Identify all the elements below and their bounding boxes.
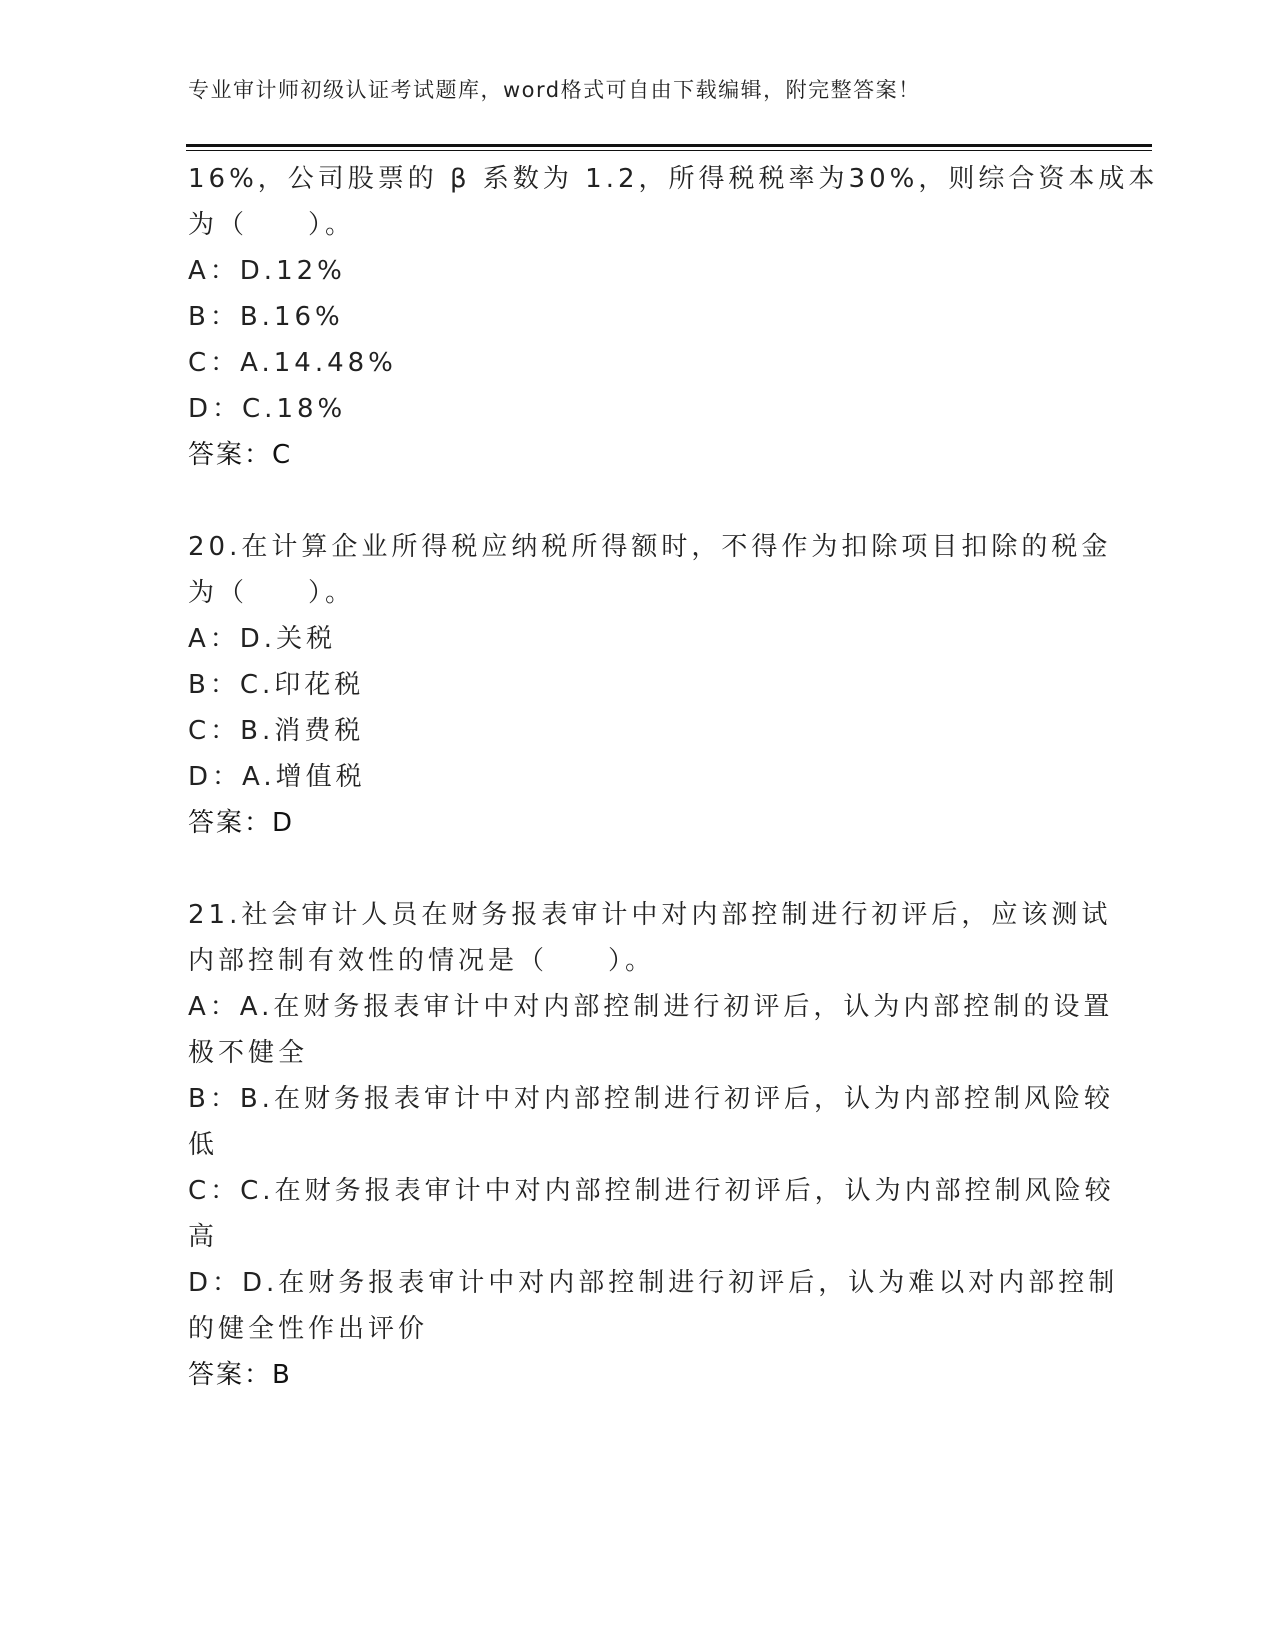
option-c: C：C.在财务报表审计中对内部控制进行初评后，认为内部控制风险较: [188, 1176, 1115, 1206]
question-text-line: 20.在计算企业所得税应纳税所得额时，不得作为扣除项目扣除的税金: [188, 532, 1112, 562]
answer-line: 答案：C: [188, 440, 293, 470]
question-text-line: 16%，公司股票的 β 系数为 1.2，所得税税率为30%，则综合资本成本: [188, 164, 1159, 194]
option-c-continued: 高: [188, 1222, 219, 1252]
option-d: D：C.18%: [188, 394, 347, 424]
page-header: 专业审计师初级认证考试题库，word格式可自由下载编辑，附完整答案！: [188, 78, 921, 102]
answer-line: 答案：B: [188, 1360, 292, 1390]
option-d: D：A.增值税: [188, 762, 366, 792]
option-a: A：D.12%: [188, 256, 346, 286]
option-a-continued: 极不健全: [188, 1038, 309, 1068]
question-text-line: 内部控制有效性的情况是（ ）。: [188, 946, 656, 976]
option-c: C：B.消费税: [188, 716, 365, 746]
option-a: A：D.关税: [188, 624, 337, 654]
header-rule-thick: [186, 144, 1152, 147]
question-block: [188, 156, 1159, 478]
option-c: C：A.14.48%: [188, 348, 397, 378]
option-b: B：C.印花税: [188, 670, 365, 700]
option-a: A：A.在财务报表审计中对内部控制进行初评后，认为内部控制的设置: [188, 992, 1114, 1022]
option-b-continued: 低: [188, 1130, 219, 1160]
question-text-line: 为（ ）。: [188, 578, 356, 608]
question-block: [188, 524, 1112, 846]
question-block: [188, 892, 1119, 1398]
option-b: B：B.在财务报表审计中对内部控制进行初评后，认为内部控制风险较: [188, 1084, 1114, 1114]
question-list: [188, 156, 1159, 1398]
question-text-line: 为（ ）。: [188, 210, 356, 240]
option-d: D：D.在财务报表审计中对内部控制进行初评后，认为难以对内部控制: [188, 1268, 1119, 1298]
header-rule-thin: [186, 150, 1152, 151]
option-d-continued: 的健全性作出评价: [188, 1314, 429, 1344]
question-text-line: 21.社会审计人员在财务报表审计中对内部控制进行初评后，应该测试: [188, 900, 1112, 930]
option-b: B：B.16%: [188, 302, 344, 332]
answer-line: 答案：D: [188, 808, 295, 838]
